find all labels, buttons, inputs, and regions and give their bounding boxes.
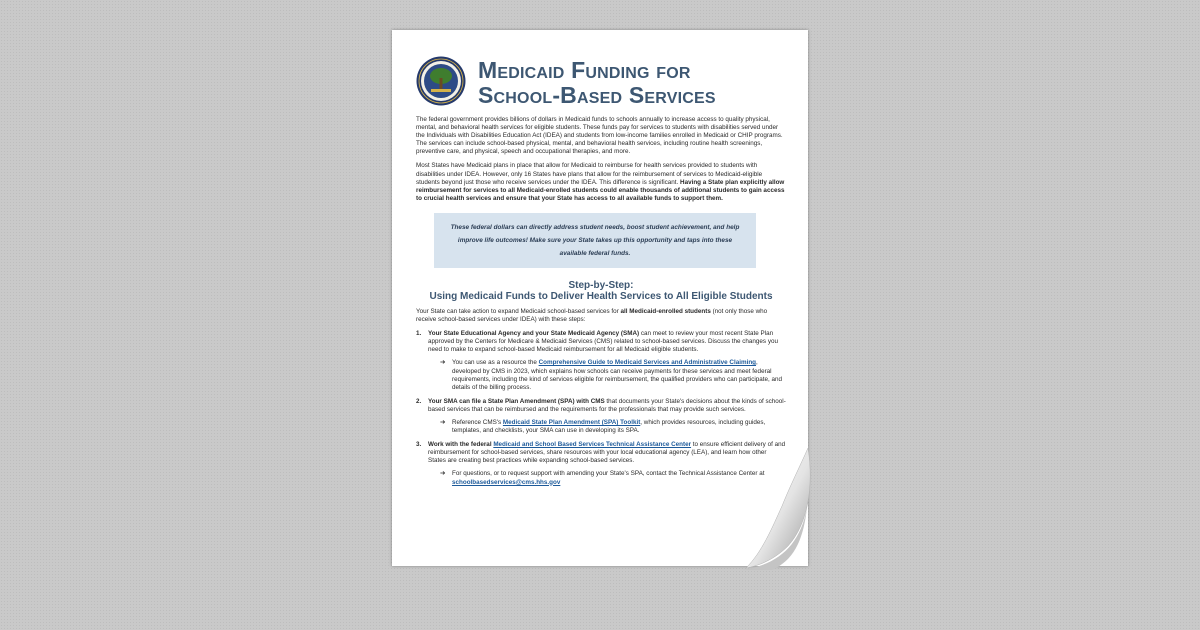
arrow-right-icon: ➔ [440,359,446,367]
email-link[interactable]: schoolbasedservices@cms.hhs.gov [452,478,561,486]
step-sub-item [428,359,786,391]
step-sub-item [428,419,786,435]
step-text: can meet to review your most recent State Plan approved by the Centers for Medicare & Medicaid Services (CMS) related to school-based services. Discuss the changes you need to make to expand school-based Medicaid reimbursement for all Medicaid eligible students. [428,330,778,354]
paragraph-1: The federal government provides billions of dollars in Medicaid funds to schools annually to increase access to quality physical, mental, and behavioral health services for eligible students. These funds pay for services to students with disabilities served under the Individuals with Disabilities Education Act (IDEA) and students from low-income families enrolled in Medicaid or CHIP programs. The services can include school-based physical, mental, and behavioral health services, including routine health screenings, preventive care, and physical, speech and occupational therapies, and more. [416,116,783,156]
intro-text-a: Your State can take action to expand Medicaid school-based services for [416,307,621,315]
step-bold: Work with the federal [428,441,494,449]
paragraph-2 [416,162,786,202]
sub-text-a: Reference CMS's [452,418,503,426]
heading-line-1: Step-by-Step: [568,279,634,291]
arrow-right-icon: ➔ [440,470,446,478]
step-bold: Your SMA can file a State Plan Amendment (SPA) with CMS [428,397,605,405]
steps-intro [416,308,786,324]
step-sub-item [428,470,786,486]
step-number: 2. [416,397,422,405]
paragraph-2-bold: Having a State plan explicitly allow reimbursement for services to all Medicaid-enrolled students could enable thousands of additional students to gain access to crucial health services and ensure that your State has access to all available funds to support them. [416,178,785,202]
step-bold: Your State Educational Agency and your State Medicaid Agency (SMA) [428,330,640,338]
step-item [416,330,786,392]
step-text: that documents your State's decisions about the kinds of school-based services that can be reimbursed and the requirements for the professionals that may provide such services. [428,397,786,413]
step-text: to ensure efficient delivery of and reimbursement for school-based services, share resources with your local educational agency (LEA), and learn how other States are creating best practices while expanding school-based services. [428,441,786,465]
step-item [416,441,786,486]
intro-text-b: (not only those who receive school-based services under IDEA) with these steps: [416,307,768,324]
arrow-right-icon: ➔ [440,418,446,426]
department-of-education-seal-icon [416,56,466,106]
step-number: 1. [416,330,422,338]
heading-line-2: Using Medicaid Funds to Deliver Health Services to All Eligible Students [429,290,773,302]
technical-assistance-center-link[interactable]: Medicaid and School Based Services Technical Assistance Center [493,441,692,449]
paragraph-2-text: Most States have Medicaid plans in place that allow for Medicaid to reimburse for health services provided to students with disabilities under IDEA. However, only 16 States have plans that allow for the reimbursement of services to Medicaid-eligible students beyond just those who receive services under the IDEA. This difference is significant. [416,162,763,186]
section-heading [416,280,786,302]
title-line-2: School-Based Services [478,82,716,108]
callout-box: These federal dollars can directly address student needs, boost student achievement, and help improve life outcomes! Make sure your State takes up this opportunity and taps into these available federal funds. [434,213,756,268]
sub-text-a: You can use as a resource the [452,359,539,367]
intro-bold: all Medicaid-enrolled students [620,307,711,315]
steps-list [416,330,786,487]
title-line-1: Medicaid Funding for [478,57,691,83]
sub-text-a: For questions, or to request support with amending your State's SPA, contact the Technical Assistance Center at [452,470,765,478]
sub-text-b: , developed by CMS in 2023, which explains how schools can receive payments for these services and meet federal requirements, including the kind of services eligible for reimbursement, the qualified providers who can participate, and details of the billing process. [452,359,783,391]
page-title [478,58,716,108]
sub-text-b: , which provides resources, including guides, templates, and checklists, your SMA can use in developing its SPA. [452,418,766,435]
document-body [416,116,786,493]
spa-toolkit-link[interactable]: Medicaid State Plan Amendment (SPA) Toolkit [502,418,641,426]
page-curl-decoration [742,446,814,570]
guide-link[interactable]: Comprehensive Guide to Medicaid Services and Administrative Claiming [538,359,757,367]
step-number: 3. [416,441,422,449]
step-item [416,398,786,435]
